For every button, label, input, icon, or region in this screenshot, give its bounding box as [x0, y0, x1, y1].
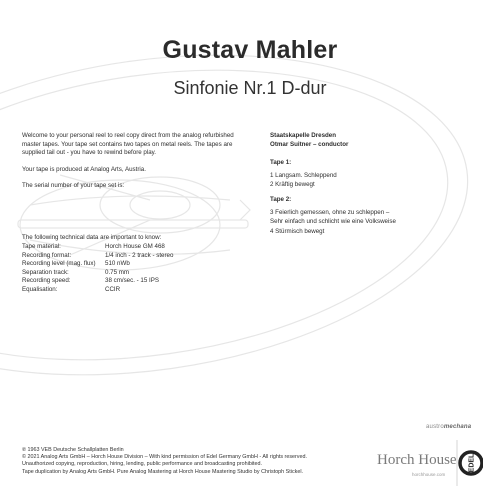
austromechana-logo — [426, 424, 471, 430]
technical-row — [22, 243, 245, 252]
edel-logo — [455, 440, 483, 486]
program-column — [270, 132, 485, 236]
orchestra-name: Staatskapelle Dresden — [270, 132, 337, 139]
technical-value: Horch House GM 468 — [105, 243, 165, 250]
horch-house-url: horchhouse.com — [412, 472, 446, 477]
technical-value: CCIR — [105, 285, 121, 293]
footer-line: Unauthorized copying, reproduction, hiring, lending, public performance and broadcasting prohibited. — [22, 461, 263, 468]
technical-row — [22, 286, 245, 295]
conductor-name: Otmar Suitner – conductor — [270, 140, 349, 148]
austro-suffix: mechana — [443, 424, 472, 430]
horch-house-logo: Horch House — [377, 452, 457, 468]
technical-label: Separation track: — [22, 268, 69, 276]
track-item: 4 Stürmisch bewegt — [270, 227, 325, 235]
technical-value: 510 nWb — [105, 260, 130, 268]
page-title: Gustav Mahler — [162, 36, 338, 64]
tape-1-label: Tape 1: — [270, 159, 292, 167]
technical-row — [22, 269, 245, 278]
produced-text: Your tape is produced at Analog Arts, Austria. — [22, 166, 146, 173]
footer-line: © 2021 Analog Arts GmbH – Horch House Division – With kind permission of Edel Germany GmbH - All rights reserved. — [22, 454, 307, 461]
technical-label: Recording level (mag. flux) — [22, 260, 96, 268]
technical-value: 1/4 inch - 2 track - stereo — [105, 251, 174, 259]
edel-text: EDEL — [468, 453, 476, 473]
technical-label: Tape material: — [22, 243, 61, 250]
copyright-footer — [22, 447, 352, 476]
technical-value: 0.75 mm — [105, 268, 130, 276]
footer-line: ℗ 1963 VEB Deutsche Schallplatten Berlin — [22, 447, 124, 453]
welcome-text: Welcome to your personal reel to reel copy direct from the analog refurbished master tapes. Your tape set contains two tapes on metal reels. The tapes are supplied tail out - you have to rewind before play. — [22, 132, 234, 157]
technical-intro: The following technical data are important to know: — [22, 234, 162, 241]
technical-row — [22, 277, 245, 286]
tape-2-label: Tape 2: — [270, 195, 292, 203]
technical-row — [22, 252, 245, 261]
technical-label: Recording speed: — [22, 277, 71, 285]
technical-label: Equalisation: — [22, 285, 58, 293]
track-item: 2 Kräftig bewegt — [270, 181, 315, 189]
page-subtitle: Sinfonie Nr.1 D-dur — [173, 78, 327, 98]
austro-prefix: austro — [426, 424, 444, 430]
track-item: 3 Feierlich gemessen, ohne zu schleppen – — [270, 208, 390, 216]
technical-label: Recording format: — [22, 251, 72, 259]
track-item: 1 Langsam. Schleppend — [270, 171, 337, 179]
serial-text: The serial number of your tape set is: — [22, 182, 125, 189]
technical-table — [22, 243, 245, 295]
technical-value: 38 cm/sec. - 15 IPS — [105, 277, 159, 285]
technical-row — [22, 260, 245, 269]
footer-line: Tape duplication by Analog Arts GmbH. Pure Analog Mastering at Horch House Mastering Studio by Christoph Stickel. — [22, 468, 304, 475]
track-subtitle: Sehr einfach und schlicht wie eine Volksweise — [270, 218, 396, 226]
